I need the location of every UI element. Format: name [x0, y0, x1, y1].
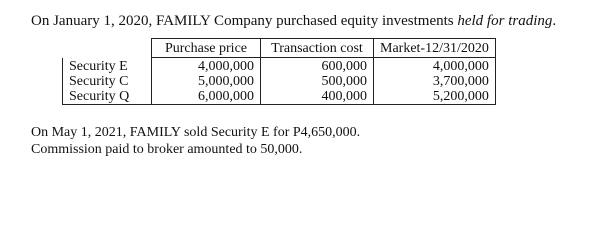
table-header-row	[63, 39, 496, 58]
header-corner	[63, 39, 152, 58]
transaction-cost-cell: 600,000	[261, 58, 374, 75]
transaction-cost-cell: 400,000	[261, 89, 374, 105]
table-row	[63, 89, 496, 105]
market-value-cell: 5,200,000	[374, 89, 496, 105]
investments-table	[62, 38, 496, 105]
transaction-cost-cell: 500,000	[261, 74, 374, 89]
purchase-price-cell: 6,000,000	[152, 89, 261, 105]
market-value-cell: 3,700,000	[374, 74, 496, 89]
market-value-cell: 4,000,000	[374, 58, 496, 75]
purchase-price-cell: 5,000,000	[152, 74, 261, 89]
security-name: Security E	[63, 58, 152, 75]
security-name: Security C	[63, 74, 152, 89]
header-transaction-cost: Transaction cost	[261, 39, 374, 58]
header-purchase-price: Purchase price	[152, 39, 261, 58]
commission-note-line: Commission paid to broker amounted to 50,000.	[31, 142, 303, 157]
header-market-value: Market-12/31/2020	[374, 39, 496, 58]
intro-period: .	[552, 13, 557, 29]
table-row	[63, 58, 496, 75]
sale-note	[31, 124, 360, 158]
intro-italic-text: held for trading	[457, 13, 553, 29]
intro-sentence	[31, 12, 556, 30]
intro-text: On January 1, 2020, FAMILY Company purchased equity investments	[31, 13, 458, 29]
security-name: Security Q	[63, 89, 152, 105]
purchase-price-cell: 4,000,000	[152, 58, 261, 75]
sale-note-line: On May 1, 2021, FAMILY sold Security E for P4,650,000.	[31, 125, 361, 140]
table-row	[63, 74, 496, 89]
